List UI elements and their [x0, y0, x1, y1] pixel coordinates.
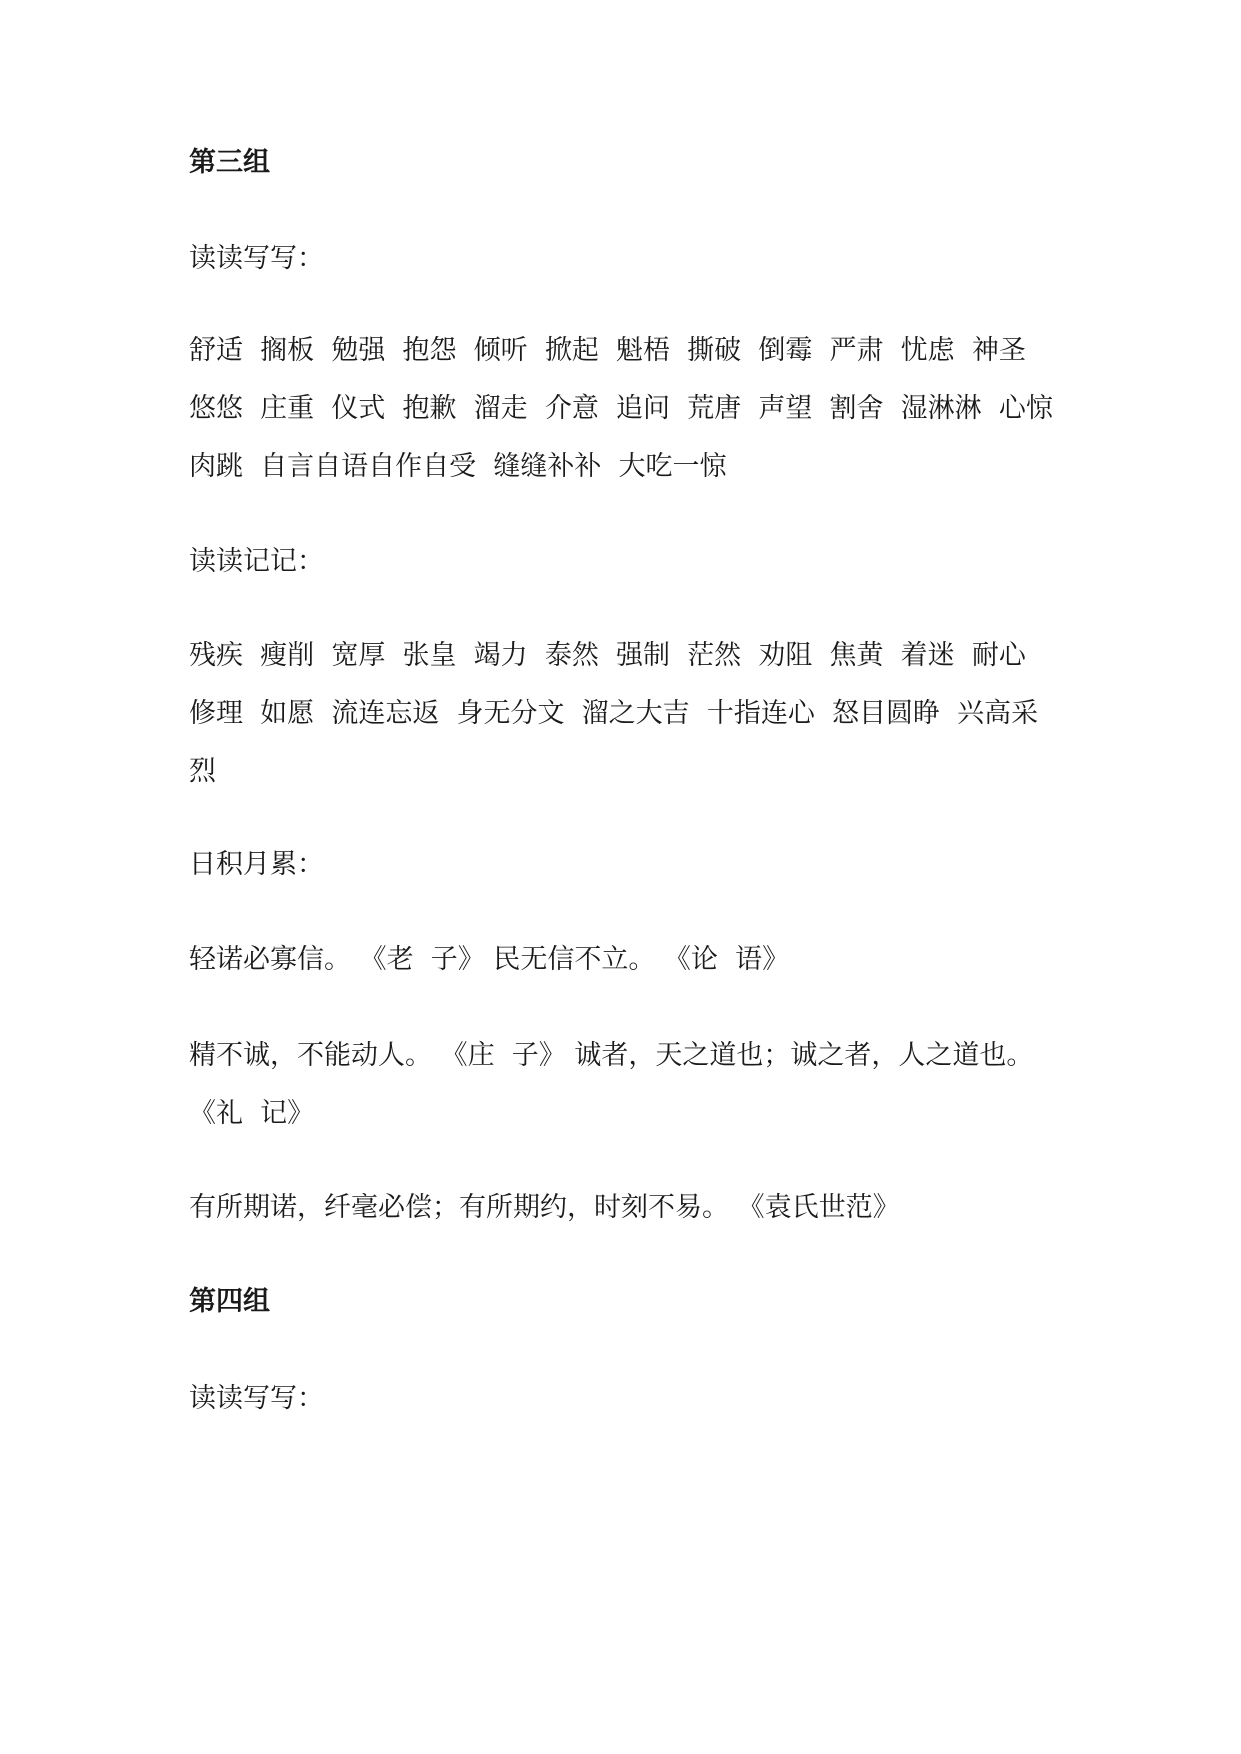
group4-write-label: 读读写写： — [189, 1383, 324, 1414]
group3-write-label: 读读写写： — [189, 243, 324, 274]
group3-remember-line-2: 修理 如愿 流连忘返 身无分文 溜之大吉 十指连心 怒目圆睁 兴高采 — [189, 698, 1039, 729]
quote-line-1: 轻诺必寡信。 《老 子》 民无信不立。 《论 语》 — [189, 944, 790, 975]
group3-write-line-2: 悠悠 庄重 仪式 抱歉 溜走 介意 追问 荒唐 声望 割舍 湿淋淋 心惊 — [189, 393, 1053, 424]
quote-line-4: 有所期诺，纤毫必偿；有所期约，时刻不易。 《袁氏世范》 — [189, 1192, 900, 1223]
group4-heading: 第四组 — [189, 1286, 270, 1317]
group3-remember-line-3: 烈 — [189, 756, 216, 787]
quote-line-3: 《礼 记》 — [189, 1098, 315, 1129]
group3-remember-line-1: 残疾 瘦削 宽厚 张皇 竭力 泰然 强制 茫然 劝阻 焦黄 着迷 耐心 — [189, 640, 1026, 671]
quote-line-2: 精不诚，不能动人。 《庄 子》 诚者，天之道也；诚之者，人之道也。 — [189, 1040, 1034, 1071]
group3-write-line-1: 舒适 搁板 勉强 抱怨 倾听 掀起 魁梧 撕破 倒霉 严肃 忧虑 神圣 — [189, 335, 1026, 366]
group3-accumulate-label: 日积月累： — [189, 849, 324, 880]
group3-heading: 第三组 — [189, 147, 270, 178]
group3-remember-label: 读读记记： — [189, 546, 324, 577]
group3-write-line-3: 肉跳 自言自语自作自受 缝缝补补 大吃一惊 — [189, 451, 727, 482]
